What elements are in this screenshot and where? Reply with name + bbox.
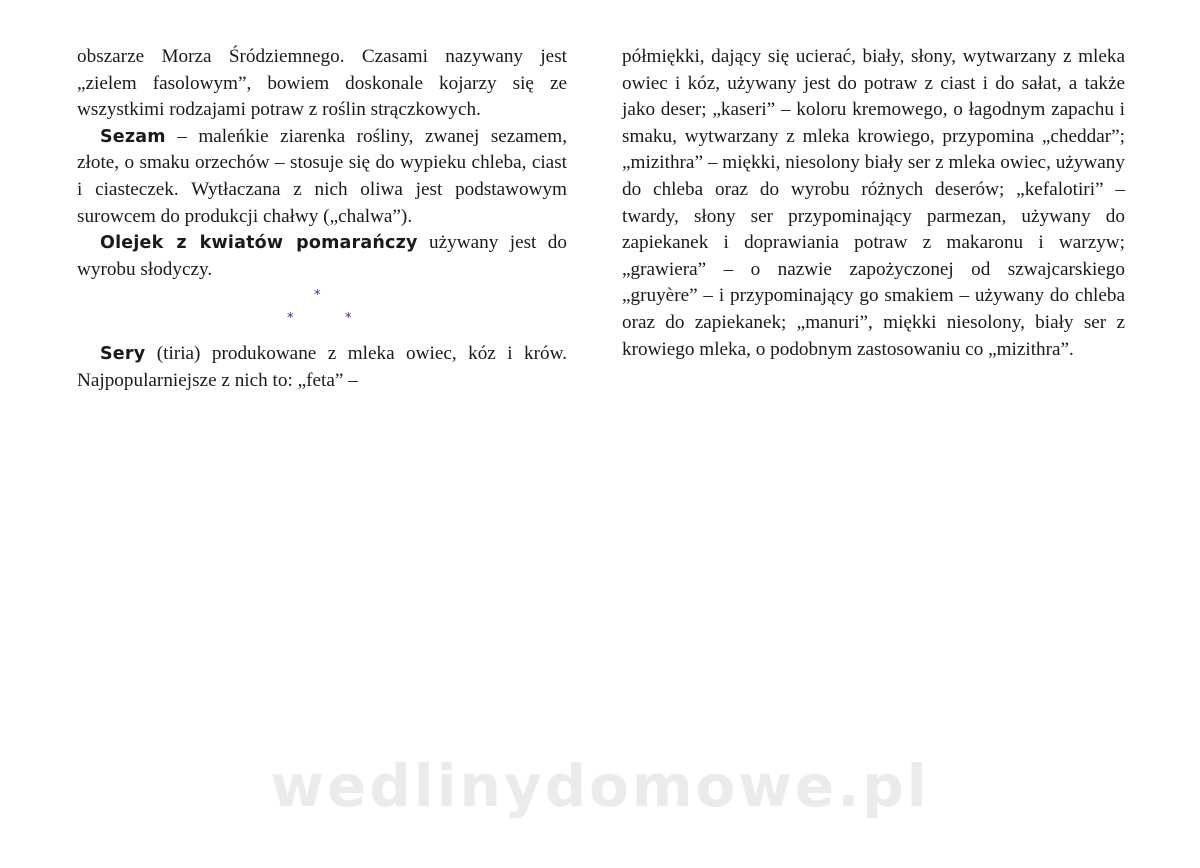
separator-star-icon: * (287, 311, 294, 327)
term-sery: Sery (100, 344, 146, 365)
term-sezam: Sezam (100, 126, 166, 147)
left-column (77, 44, 567, 395)
section-separator (77, 283, 567, 341)
separator-star-icon: * (314, 288, 321, 304)
paragraph-sery-continued: półmiękki, dający się ucierać, biały, słony, wytwarzany z mleka owiec i kóz, używany jest do potraw z ciast i do sałat, a także jako deser; „kaseri” – koloru kremowego, o łagodnym zapachu i smaku, wytwarzany z mleka krowiego, przypomina „cheddar”; „mizithra” – miękki, niesolony biały ser z mleka owiec, używany do chleba oraz do wyrobu różnych deserów; „kefalotiri” – twardy, słony ser przypominający parmezan, używany do zapiekanek i doprawiania potraw z makaronu i warzyw; „grawiera” – o nazwie zapożyczonej od szwajcarskiego „gruyère” – i przypominający go smakiem – używany do chleba oraz do zapiekanek; „manuri”, miękki niesolony, biały ser z krowiego mleka, o podobnym zastosowaniu co „mizithra”. (622, 46, 1125, 360)
paragraph-sery (77, 341, 567, 394)
watermark: wedlinydomowe.pl (270, 752, 930, 820)
text-sezam: – maleńkie ziarenka rośliny, zwanej sezamem, złote, o smaku orzechów – stosuje się do wypieku chleba, ciast i ciasteczek. Wytłaczana z nich oliwa jest podstawowym surowcem do produkcji chałwy („chalwa”). (77, 125, 567, 227)
separator-star-icon: * (345, 311, 352, 327)
text-olejek: używany jest do wyrobu słodyczy. (77, 232, 567, 280)
text-sery: (tiria) produkowane z mleka owiec, kóz i krów. Najpopularniejsze z nich to: „feta” – (77, 343, 567, 391)
paragraph-intro-continued: obszarze Morza Śródziemnego. Czasami nazywany jest „zielem fasolowym”, bowiem doskonale kojarzy się ze wszystkimi rodzajami potraw z roślin strączkowych. (77, 46, 567, 121)
right-column (622, 44, 1125, 363)
paragraph-sezam (77, 124, 567, 230)
term-olejek: Olejek z kwiatów pomarańczy (100, 233, 418, 254)
paragraph-olejek (77, 230, 567, 283)
